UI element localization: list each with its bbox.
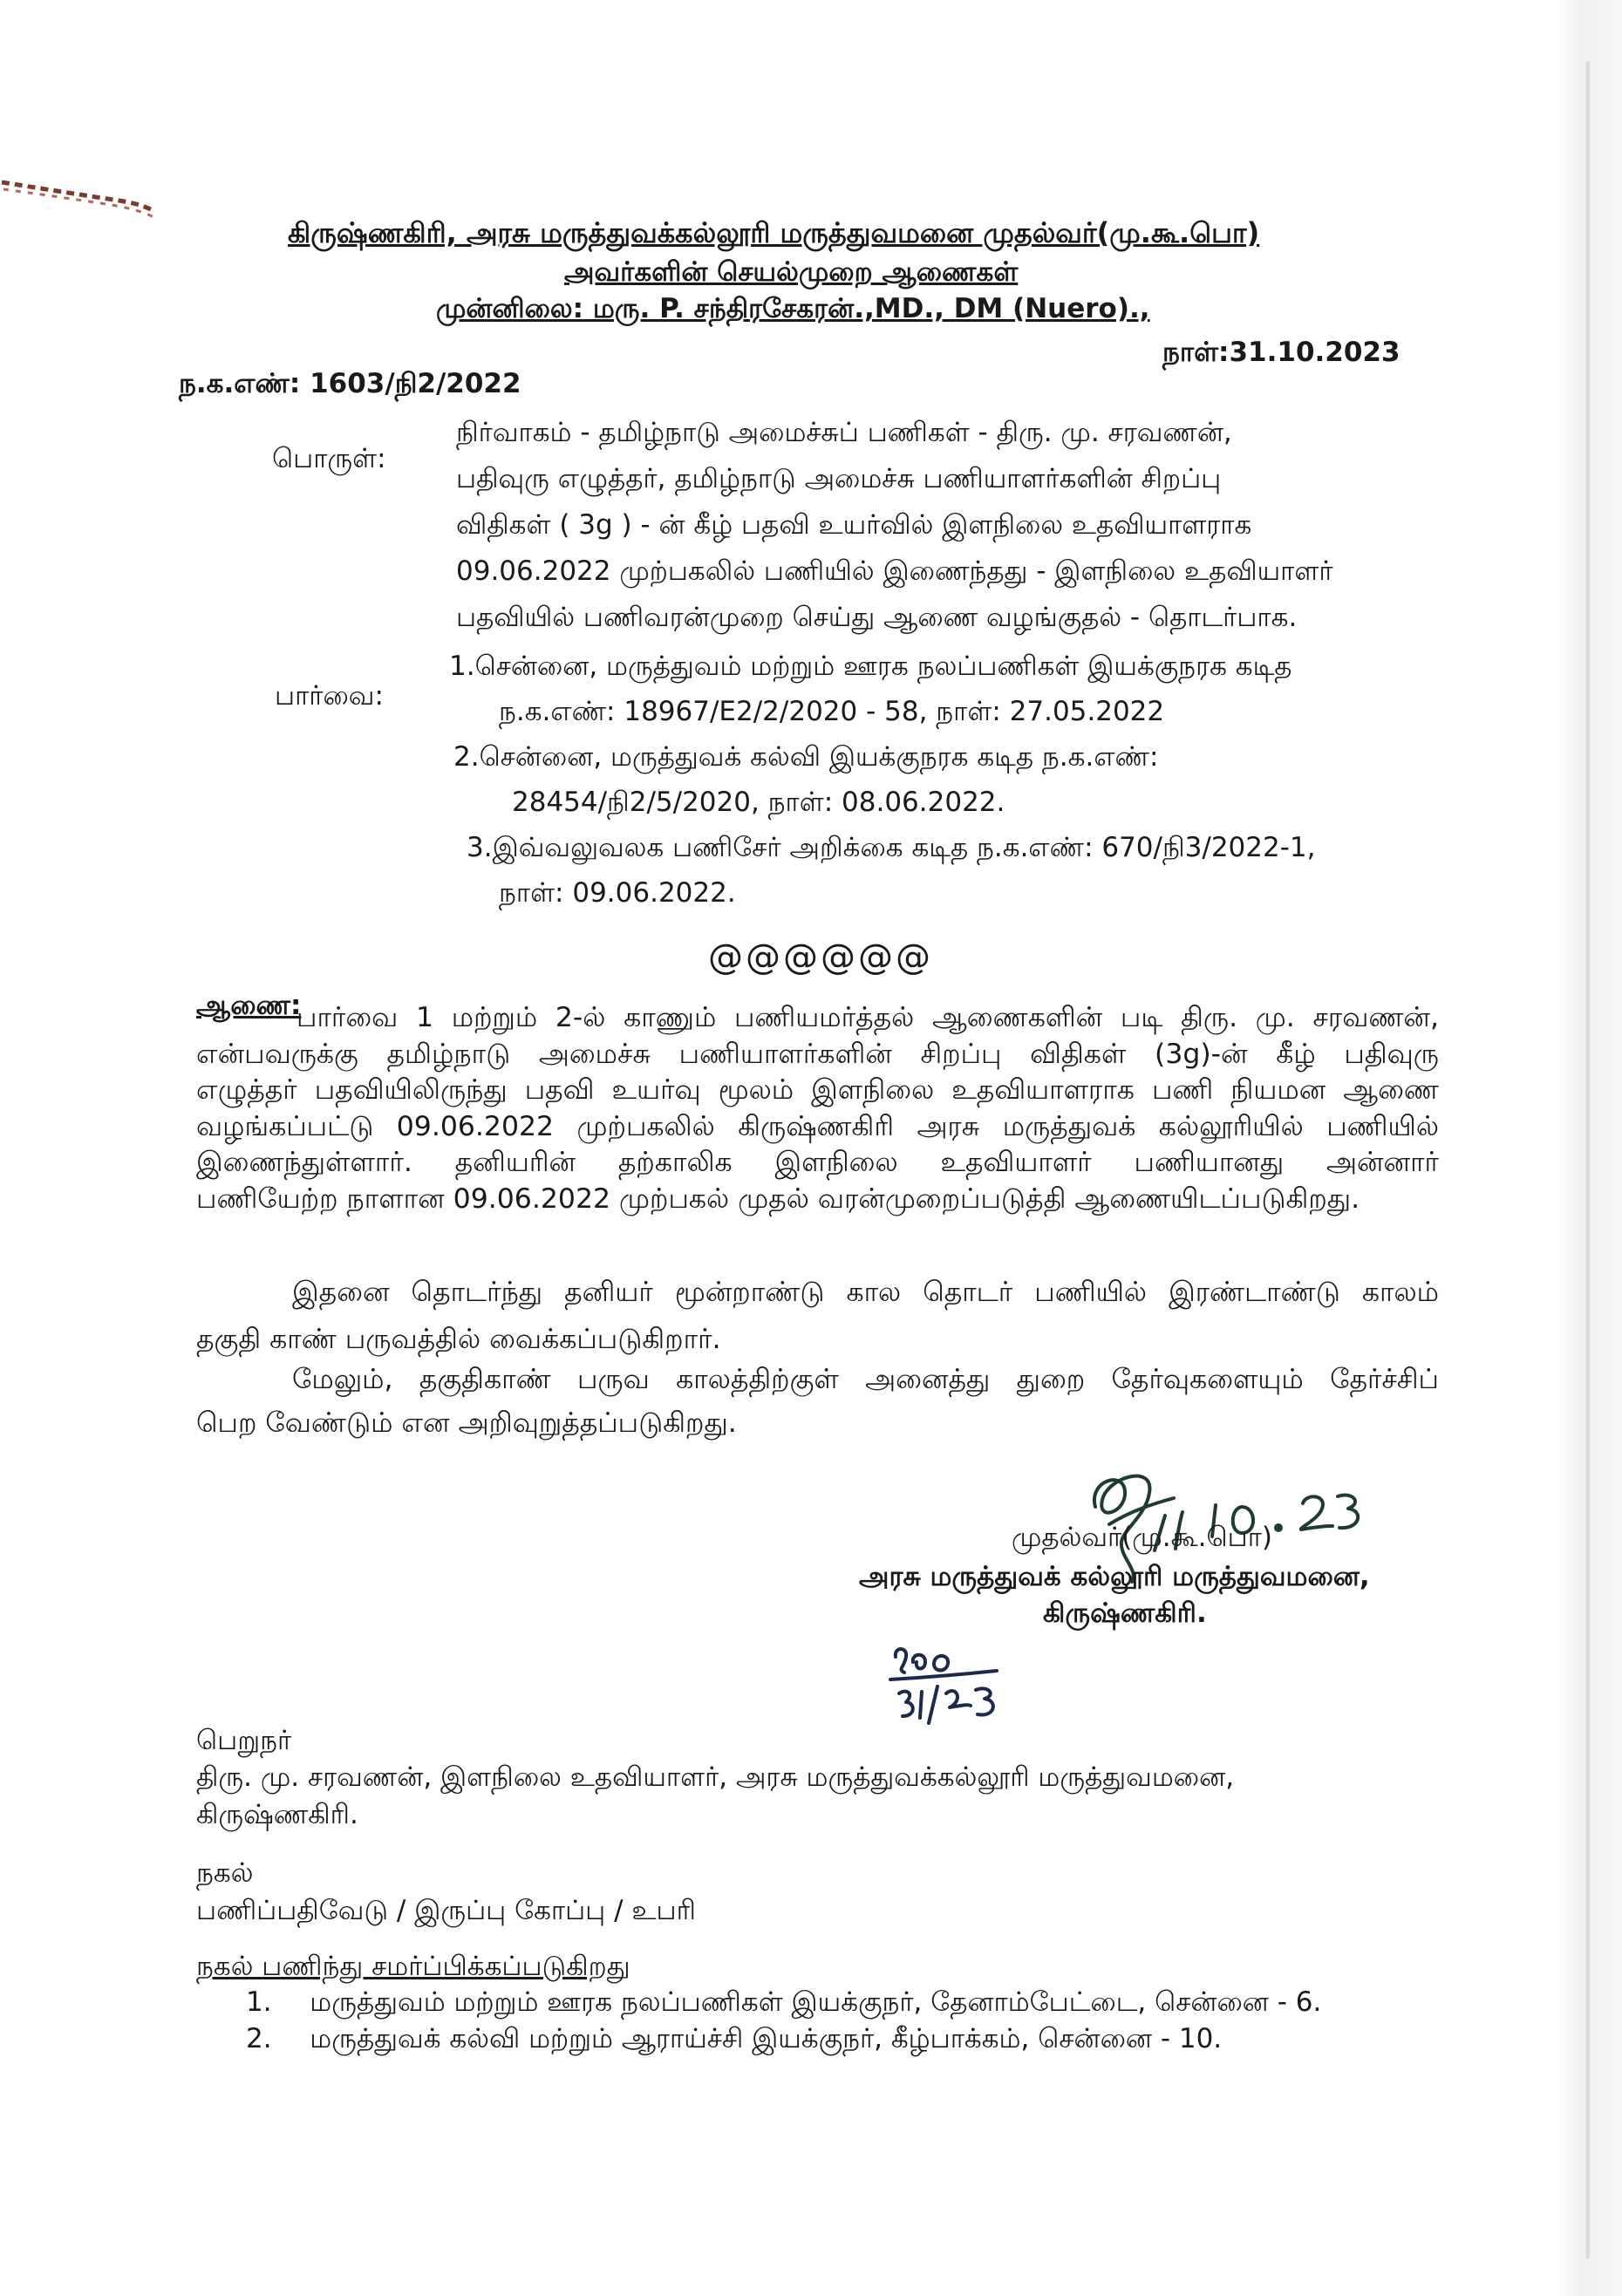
- reference-line: 2.சென்னை, மருத்துவக் கல்வி இயக்குநரக கடித ந.க.எண்:: [453, 741, 1159, 773]
- order-line: எழுத்தர் பதவியிலிருந்து பதவி உயர்வு மூலம் இளநிலை உதவியாளராக பணி நியமன ஆணை: [196, 1074, 1439, 1107]
- order-paragraph-1: [196, 1000, 1439, 1217]
- reference-line: 3.இவ்வலுவலக பணிசேர் அறிக்கை கடித ந.க.எண்: 670/நி3/2022-1,: [467, 832, 1316, 863]
- order-paragraph-2: [196, 1275, 1439, 1358]
- order-date: நாள்:31.10.2023: [1162, 337, 1401, 368]
- submitted-item-number: 2.: [246, 2023, 272, 2054]
- clerk-initials: [885, 1639, 1007, 1731]
- signatory-designation: முதல்வர்(மு.கூ.பொ): [1012, 1522, 1273, 1553]
- order-line: என்பவருக்கு தமிழ்நாடு அமைச்சு பணியாளர்களின் சிறப்பு விதிகள் (3g)-ன் கீழ் பதிவுரு: [196, 1038, 1439, 1070]
- signatory-place: கிருஷ்ணகிரி.: [1043, 1598, 1207, 1629]
- references-list: [449, 644, 1315, 916]
- submitted-item: [246, 1986, 1321, 2021]
- header-subtitle: அவர்களின் செயல்முறை ஆணைகள்: [564, 256, 1019, 288]
- order-line: இணைந்துள்ளார். தனியரின் தற்காலிக இளநிலை உதவியாளர் பணியானது அன்னார்: [196, 1147, 1439, 1179]
- subject-text: [456, 410, 1333, 641]
- signatory-office: அரசு மருத்துவக் கல்லூரி மருத்துவமனை,: [859, 1561, 1370, 1592]
- submitted-item: [246, 2023, 1222, 2058]
- header-title: கிருஷ்ணகிரி, அரசு மருத்துவக்கல்லூரி மருத்துவமனை முதல்வர்(மு.கூ.பொ): [288, 216, 1260, 249]
- copy-distribution: பணிப்பதிவேடு / இருப்பு கோப்பு / உபரி: [196, 1895, 696, 1926]
- subject-line: பதிவுரு எழுத்தர், தமிழ்நாடு அமைச்சு பணியாளர்களின் சிறப்பு: [456, 463, 1222, 494]
- reference-line: நாள்: 09.06.2022.: [499, 877, 736, 909]
- order-line: பெற வேண்டும் என அறிவுறுத்தப்படுகிறது.: [196, 1407, 737, 1439]
- order-line: பார்வை 1 மற்றும் 2-ல் காணும் பணியமர்த்தல் ஆணைகளின் படி திரு. மு. சரவணன்,: [296, 1002, 1439, 1033]
- reference-number: ந.க.எண்: 1603/நி2/2022: [179, 368, 521, 399]
- reference-line: 1.சென்னை, மருத்துவம் மற்றும் ஊரக நலப்பணிகள் இயக்குநரக கடித: [449, 651, 1292, 682]
- copy-label: நகல்: [196, 1857, 254, 1889]
- subject-line: விதிகள் ( 3g ) - ன் கீழ் பதவி உயர்வில் இளநிலை உதவியாளராக: [456, 509, 1252, 541]
- submitted-item-number: 1.: [246, 1986, 272, 2018]
- order-line: வழங்கப்பட்டு 09.06.2022 முற்பகலில் கிருஷ்ணகிரி அரசு மருத்துவக் கல்லூரியில் பணியில்: [196, 1110, 1439, 1142]
- separator: @@@@@@: [708, 937, 933, 978]
- recipient-place: கிருஷ்ணகிரி.: [196, 1799, 358, 1830]
- subject-line: 09.06.2022 முற்பகலில் பணியில் இணைந்தது - இளநிலை உதவியாளர்: [456, 555, 1333, 587]
- header-presence: முன்னிலை: மரு. P. சந்திரசேகரன்.,MD., DM (Nuero).,: [436, 293, 1150, 324]
- file-string-mark: [0, 170, 166, 231]
- submitted-item-text: மருத்துவம் மற்றும் ஊரக நலப்பணிகள் இயக்குநர், தேனாம்பேட்டை, சென்னை - 6.: [310, 1986, 1322, 2018]
- order-paragraph-3: [196, 1362, 1439, 1441]
- reference-line: 28454/நி2/5/2020, நாள்: 08.06.2022.: [512, 787, 1005, 818]
- recipient-label: பெறுநர்: [196, 1725, 292, 1756]
- subject-line: நிர்வாகம் - தமிழ்நாடு அமைச்சுப் பணிகள் - திரு. மு. சரவணன்,: [456, 417, 1232, 448]
- references-label: பார்வை:: [275, 680, 384, 712]
- order-line: மேலும், தகுதிகாண் பருவ காலத்திற்குள் அனைத்து துறை தேர்வுகளையும் தேர்ச்சிப்: [292, 1364, 1439, 1395]
- order-label: ஆணை:: [196, 990, 302, 1021]
- page-edge-shadow: [1585, 61, 1591, 2259]
- order-line: பணியேற்ற நாளான 09.06.2022 முற்பகல் முதல் வரன்முறைப்படுத்தி ஆணையிடப்படுகிறது.: [196, 1182, 1360, 1215]
- submitted-label: நகல் பணிந்து சமர்ப்பிக்கப்படுகிறது: [196, 1951, 630, 1982]
- order-line: இதனை தொடர்ந்து தனியர் மூன்றாண்டு கால தொடர் பணியில் இரண்டாண்டு காலம்: [292, 1277, 1439, 1308]
- subject-label: பொருள்:: [272, 443, 386, 474]
- subject-line: பதவியில் பணிவரன்முறை செய்து ஆணை வழங்குதல் - தொடர்பாக.: [456, 602, 1298, 633]
- order-line: தகுதி காண் பருவத்தில் வைக்கப்படுகிறார்.: [196, 1323, 721, 1355]
- submitted-item-text: மருத்துவக் கல்வி மற்றும் ஆராய்ச்சி இயக்குநர், கீழ்பாக்கம், சென்னை - 10.: [310, 2023, 1223, 2054]
- reference-line: ந.க.எண்: 18967/E2/2/2020 - 58, நாள்: 27.05.2022: [499, 696, 1165, 727]
- recipient-line: திரு. மு. சரவணன், இளநிலை உதவியாளர், அரசு மருத்துவக்கல்லூரி மருத்துவமனை,: [196, 1761, 1235, 1793]
